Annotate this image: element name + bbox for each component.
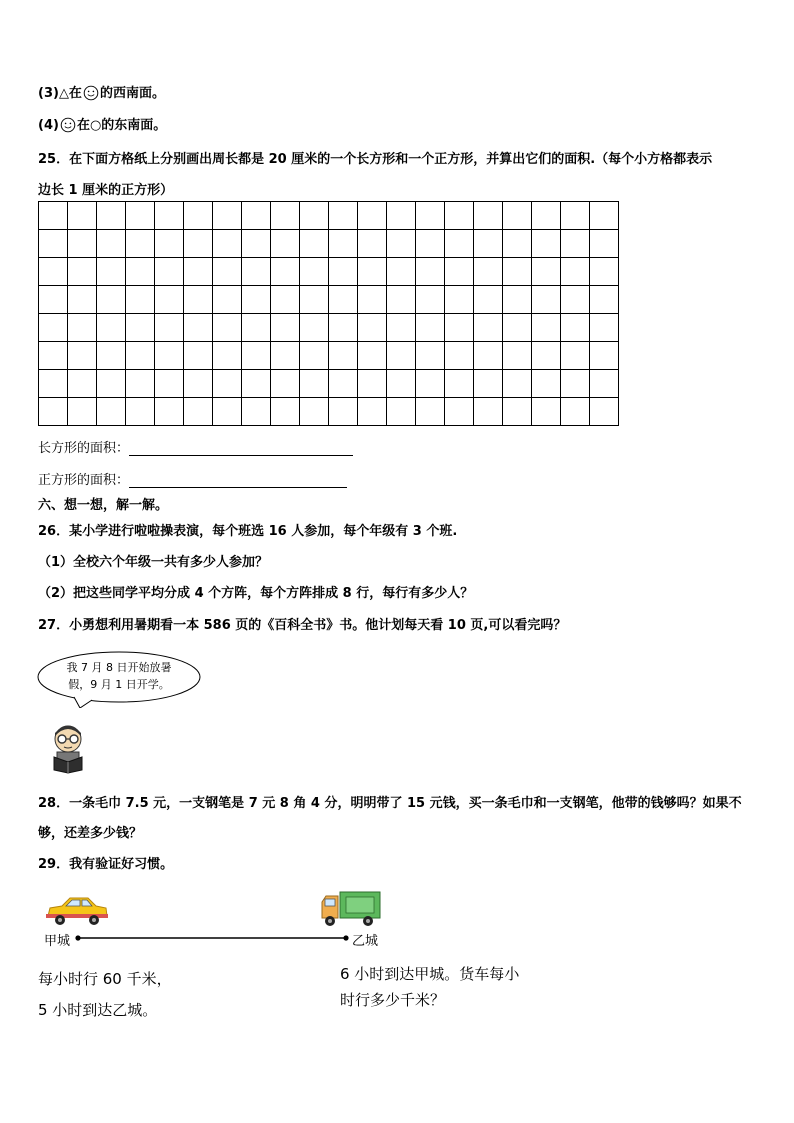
grid-cell[interactable]: [68, 398, 97, 426]
grid-cell[interactable]: [474, 230, 503, 258]
grid-cell[interactable]: [242, 202, 271, 230]
grid-cell[interactable]: [126, 342, 155, 370]
grid-cell[interactable]: [97, 398, 126, 426]
grid-cell[interactable]: [445, 258, 474, 286]
grid-cell[interactable]: [416, 202, 445, 230]
grid-cell[interactable]: [387, 258, 416, 286]
grid-cell[interactable]: [39, 230, 68, 258]
grid-cell[interactable]: [155, 398, 184, 426]
grid-cell[interactable]: [561, 202, 590, 230]
grid-cell[interactable]: [503, 314, 532, 342]
grid-cell[interactable]: [358, 342, 387, 370]
grid-cell[interactable]: [358, 230, 387, 258]
grid-cell[interactable]: [242, 286, 271, 314]
truck-info-line2: 时行多少千米？: [340, 991, 446, 1009]
grid-cell[interactable]: [126, 314, 155, 342]
smiley-face-icon: [83, 85, 99, 101]
grid-cell[interactable]: [503, 230, 532, 258]
grid-cell[interactable]: [416, 370, 445, 398]
grid-cell[interactable]: [68, 258, 97, 286]
q25-stem-line2: 边长 1 厘米的正方形）: [38, 183, 174, 198]
grid-cell[interactable]: [445, 342, 474, 370]
grid-cell[interactable]: [97, 230, 126, 258]
grid-cell[interactable]: [474, 258, 503, 286]
grid-cell[interactable]: [561, 230, 590, 258]
grid-cell[interactable]: [561, 314, 590, 342]
city-b-label: 乙城: [352, 934, 379, 949]
grid-cell[interactable]: [474, 314, 503, 342]
grid-cell[interactable]: [387, 370, 416, 398]
grid-cell[interactable]: [97, 286, 126, 314]
grid-cell[interactable]: [213, 230, 242, 258]
grid-cell[interactable]: [387, 202, 416, 230]
grid-cell[interactable]: [561, 342, 590, 370]
grid-cell[interactable]: [39, 370, 68, 398]
grid-cell[interactable]: [68, 314, 97, 342]
grid-cell[interactable]: [213, 342, 242, 370]
grid-cell[interactable]: [68, 202, 97, 230]
grid-cell[interactable]: [242, 258, 271, 286]
grid-cell[interactable]: [358, 258, 387, 286]
grid-cell[interactable]: [416, 314, 445, 342]
grid-cell[interactable]: [329, 370, 358, 398]
grid-cell[interactable]: [271, 286, 300, 314]
grid-cell[interactable]: [358, 370, 387, 398]
grid-cell[interactable]: [445, 314, 474, 342]
q29-stem: 29．我有验证好习惯。: [38, 857, 174, 872]
square-area-answer: 正方形的面积：: [38, 469, 347, 488]
grid-cell[interactable]: [474, 342, 503, 370]
q26-part-2: （2）把这些同学平均分成 4 个方阵，每个方阵排成 8 行，每行有多少人？: [38, 586, 474, 601]
grid-cell[interactable]: [97, 370, 126, 398]
grid-cell[interactable]: [532, 398, 561, 426]
grid-cell[interactable]: [416, 258, 445, 286]
grid-cell[interactable]: [68, 370, 97, 398]
grid-cell[interactable]: [503, 202, 532, 230]
grid-cell[interactable]: [329, 258, 358, 286]
grid-cell[interactable]: [39, 286, 68, 314]
grid-cell[interactable]: [155, 342, 184, 370]
grid-cell[interactable]: [300, 258, 329, 286]
grid-cell[interactable]: [213, 258, 242, 286]
grid-cell[interactable]: [271, 342, 300, 370]
grid-cell[interactable]: [97, 202, 126, 230]
grid-cell[interactable]: [329, 230, 358, 258]
grid-cell[interactable]: [445, 230, 474, 258]
grid-cell[interactable]: [503, 342, 532, 370]
grid-cell[interactable]: [532, 370, 561, 398]
grid-cell[interactable]: [213, 398, 242, 426]
grid-row: [39, 202, 619, 230]
q26-part-1: （1）全校六个年级一共有多少人参加？: [38, 555, 269, 570]
grid-cell[interactable]: [39, 398, 68, 426]
grid-cell[interactable]: [126, 230, 155, 258]
grid-cell[interactable]: [474, 286, 503, 314]
grid-cell[interactable]: [445, 370, 474, 398]
grid-cell[interactable]: [271, 230, 300, 258]
grid-row: [39, 342, 619, 370]
grid-cell[interactable]: [300, 342, 329, 370]
grid-cell[interactable]: [474, 202, 503, 230]
grid-cell[interactable]: [155, 202, 184, 230]
grid-cell[interactable]: [329, 314, 358, 342]
grid-cell[interactable]: [532, 230, 561, 258]
grid-cell[interactable]: [213, 370, 242, 398]
grid-row: [39, 230, 619, 258]
grid-row: [39, 398, 619, 426]
grid-cell[interactable]: [387, 398, 416, 426]
grid-cell[interactable]: [532, 314, 561, 342]
q28-stem-line1: 28．一条毛巾 7.5 元，一支钢笔是 7 元 8 角 4 分，明明带了 15 元钱，买一条毛巾和一支钢笔，他带的钱够吗？如果不: [38, 796, 742, 811]
grid-cell[interactable]: [242, 314, 271, 342]
truck-icon: [320, 888, 382, 930]
grid-cell[interactable]: [590, 398, 619, 426]
grid-cell[interactable]: [68, 342, 97, 370]
grid-cell[interactable]: [39, 314, 68, 342]
grid-cell[interactable]: [39, 258, 68, 286]
grid-cell[interactable]: [126, 370, 155, 398]
grid-cell[interactable]: [184, 398, 213, 426]
q24-item-4: (4) 在○的东南面。: [38, 118, 167, 133]
route-line: [74, 932, 350, 944]
square-grid: [38, 201, 619, 426]
grid-cell[interactable]: [532, 286, 561, 314]
grid-cell[interactable]: [155, 286, 184, 314]
grid-cell[interactable]: [184, 370, 213, 398]
truck-info-line1: 6 小时到达甲城。货车每小: [340, 965, 520, 983]
grid-cell[interactable]: [358, 202, 387, 230]
grid-cell[interactable]: [590, 202, 619, 230]
grid-cell[interactable]: [39, 202, 68, 230]
grid-row: [39, 286, 619, 314]
grid-cell[interactable]: [416, 286, 445, 314]
grid-cell[interactable]: [126, 398, 155, 426]
grid-cell[interactable]: [590, 342, 619, 370]
grid-cell[interactable]: [445, 398, 474, 426]
car-icon: [44, 894, 110, 928]
rectangle-area-blank[interactable]: [129, 441, 353, 456]
grid-cell[interactable]: [184, 258, 213, 286]
grid-cell[interactable]: [271, 398, 300, 426]
grid-cell[interactable]: [242, 398, 271, 426]
grid-cell[interactable]: [387, 230, 416, 258]
grid-cell[interactable]: [213, 314, 242, 342]
grid-cell[interactable]: [242, 230, 271, 258]
grid-cell[interactable]: [242, 370, 271, 398]
grid-cell[interactable]: [68, 286, 97, 314]
grid-cell[interactable]: [358, 314, 387, 342]
q26-stem: 26．某小学进行啦啦操表演，每个班选 16 人参加，每个年级有 3 个班.: [38, 524, 458, 539]
grid-cell[interactable]: [561, 258, 590, 286]
grid-cell[interactable]: [300, 286, 329, 314]
grid-cell[interactable]: [416, 342, 445, 370]
city-a-label: 甲城: [44, 934, 71, 949]
grid-cell[interactable]: [271, 202, 300, 230]
grid-cell[interactable]: [184, 342, 213, 370]
car-info-line1: 每小时行 60 千米，: [38, 970, 172, 988]
grid-cell[interactable]: [126, 286, 155, 314]
grid-cell[interactable]: [532, 258, 561, 286]
grid-cell[interactable]: [329, 202, 358, 230]
grid-cell[interactable]: [503, 258, 532, 286]
grid-cell[interactable]: [126, 258, 155, 286]
speech-bubble-text: 我 7 月 8 日开始放暑 假，9 月 1 日开学。: [66, 661, 172, 691]
grid-cell[interactable]: [184, 314, 213, 342]
grid-cell[interactable]: [474, 398, 503, 426]
grid-cell[interactable]: [445, 202, 474, 230]
grid-cell[interactable]: [329, 398, 358, 426]
grid-cell[interactable]: [503, 370, 532, 398]
grid-cell[interactable]: [271, 370, 300, 398]
grid-cell[interactable]: [126, 202, 155, 230]
grid-cell[interactable]: [155, 314, 184, 342]
grid-cell[interactable]: [532, 342, 561, 370]
grid-cell[interactable]: [300, 398, 329, 426]
grid-cell[interactable]: [358, 286, 387, 314]
grid-cell[interactable]: [387, 286, 416, 314]
grid-row: [39, 370, 619, 398]
grid-cell[interactable]: [590, 286, 619, 314]
car-info-line2: 5 小时到达乙城。: [38, 1001, 158, 1019]
grid-cell[interactable]: [68, 230, 97, 258]
grid-cell[interactable]: [271, 258, 300, 286]
q28-stem-line2: 够，还差多少钱？: [38, 826, 143, 841]
square-area-blank[interactable]: [129, 473, 347, 488]
grid-cell[interactable]: [155, 370, 184, 398]
grid-cell[interactable]: [184, 230, 213, 258]
grid-cell[interactable]: [242, 342, 271, 370]
grid-cell[interactable]: [184, 286, 213, 314]
rectangle-area-answer: 长方形的面积：: [38, 437, 353, 456]
grid-cell[interactable]: [532, 202, 561, 230]
grid-cell[interactable]: [184, 202, 213, 230]
smiley-face-icon: [60, 117, 76, 133]
grid-row: [39, 314, 619, 342]
grid-cell[interactable]: [155, 258, 184, 286]
q24-item-3: (3)△在 的西南面。: [38, 86, 165, 101]
grid-cell[interactable]: [590, 230, 619, 258]
grid-cell[interactable]: [97, 314, 126, 342]
grid-cell[interactable]: [300, 370, 329, 398]
grid-cell[interactable]: [300, 202, 329, 230]
grid-cell[interactable]: [358, 398, 387, 426]
section-heading: 六、想一想，解一解。: [38, 498, 169, 513]
grid-cell[interactable]: [213, 202, 242, 230]
grid-cell[interactable]: [213, 286, 242, 314]
grid-cell[interactable]: [590, 370, 619, 398]
grid-cell[interactable]: [97, 258, 126, 286]
grid-cell[interactable]: [561, 398, 590, 426]
grid-cell[interactable]: [39, 342, 68, 370]
grid-cell[interactable]: [97, 342, 126, 370]
grid-cell[interactable]: [590, 314, 619, 342]
grid-cell[interactable]: [503, 398, 532, 426]
grid-cell[interactable]: [474, 370, 503, 398]
grid-cell[interactable]: [329, 286, 358, 314]
q27-stem: 27．小勇想利用暑期看一本 586 页的《百科全书》书。他计划每天看 10 页,可以看完吗？: [38, 618, 567, 633]
grid-cell[interactable]: [416, 398, 445, 426]
grid-cell[interactable]: [387, 314, 416, 342]
grid-row: [39, 258, 619, 286]
grid-cell[interactable]: [445, 286, 474, 314]
grid-cell[interactable]: [271, 314, 300, 342]
grid-cell[interactable]: [300, 230, 329, 258]
grid-cell[interactable]: [561, 286, 590, 314]
boy-reading-icon: [50, 724, 86, 774]
grid-cell[interactable]: [416, 230, 445, 258]
grid-cell[interactable]: [155, 230, 184, 258]
grid-cell[interactable]: [561, 370, 590, 398]
grid-cell[interactable]: [590, 258, 619, 286]
grid-cell[interactable]: [387, 342, 416, 370]
grid-cell[interactable]: [329, 342, 358, 370]
q25-stem-line1: 25．在下面方格纸上分别画出周长都是 20 厘米的一个长方形和一个正方形，并算出它们的面积.（每个小方格都表示: [38, 152, 713, 167]
grid-cell[interactable]: [503, 286, 532, 314]
grid-cell[interactable]: [300, 314, 329, 342]
